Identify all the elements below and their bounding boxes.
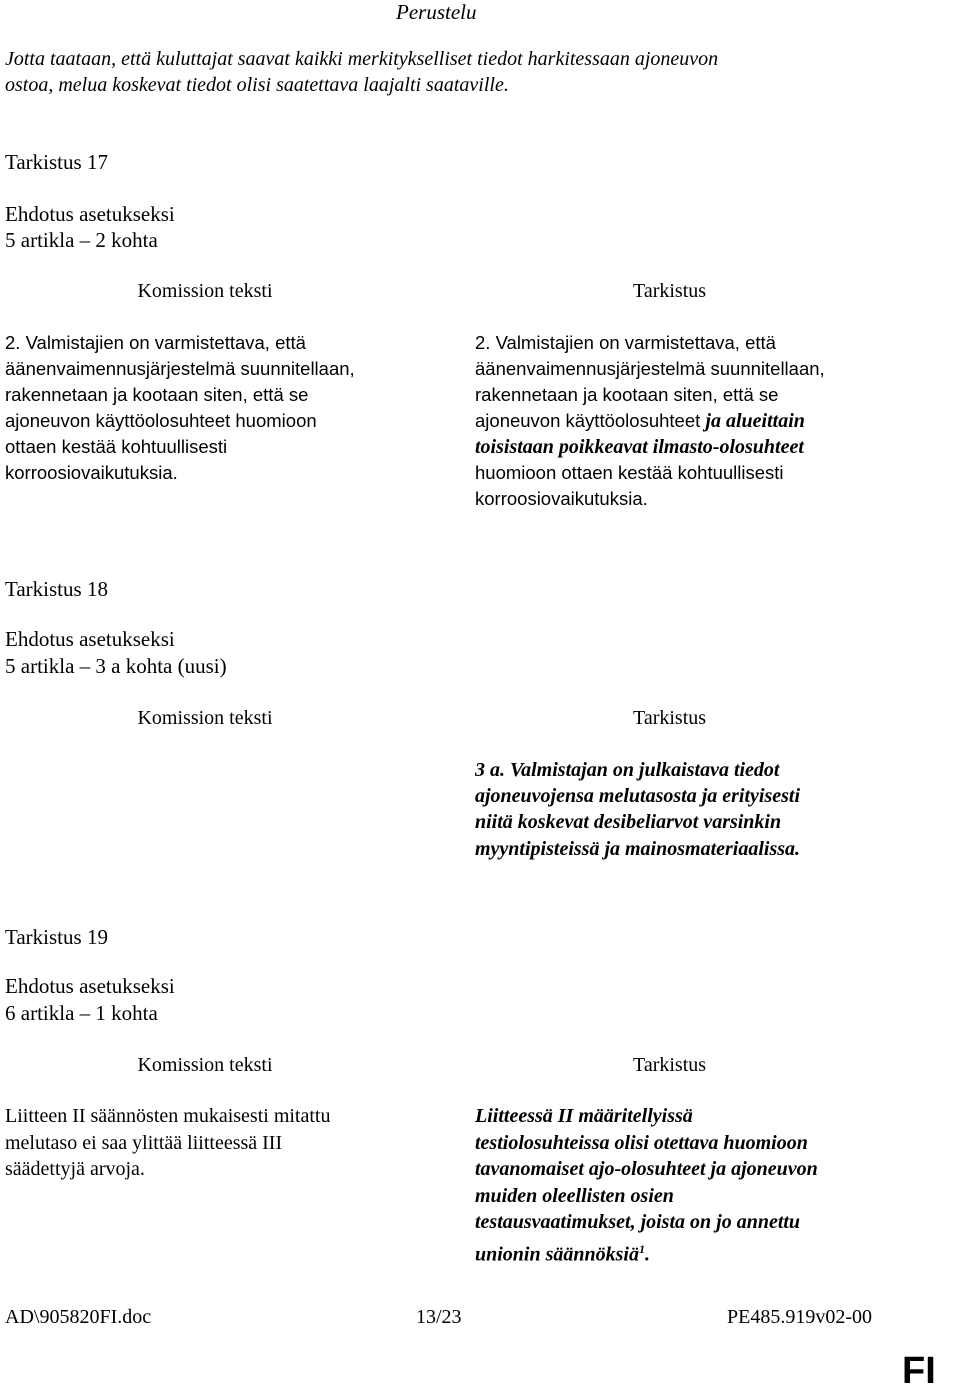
- commission-text-header: Komission teksti: [137, 707, 273, 729]
- footnote-reference[interactable]: 1: [638, 1242, 645, 1256]
- justification-line: ostoa, melua koskevat tiedot olisi saatettava laajalti saataville.: [5, 74, 509, 96]
- page-number: 13/23: [416, 1306, 462, 1328]
- text-line: 2. Valmistajien on varmistettava, että: [475, 332, 776, 353]
- commission-text-header: Komission teksti: [137, 280, 273, 302]
- text-line: korroosiovaikutuksia.: [475, 488, 648, 509]
- commission-text-header: Komission teksti: [137, 1054, 273, 1076]
- added-text: unionin säännöksiä: [475, 1243, 639, 1266]
- text-line: rakennetaan ja kootaan siten, että se: [5, 384, 309, 405]
- added-text: myyntipisteissä ja mainosmateriaalissa.: [475, 838, 801, 860]
- text-line: korroosiovaikutuksia.: [5, 462, 178, 483]
- amendment-title: Tarkistus 19: [5, 925, 108, 949]
- text-line: äänenvaimennusjärjestelmä suunnitellaan,: [475, 358, 825, 379]
- text-line: säädettyjä arvoja.: [5, 1158, 145, 1180]
- added-text: 3 a. Valmistajan on julkaistava tiedot: [475, 759, 780, 781]
- proposal-label: Ehdotus asetukseksi: [5, 202, 175, 226]
- article-reference: 5 artikla – 3 a kohta (uusi): [5, 654, 227, 678]
- text-line: rakennetaan ja kootaan siten, että se: [475, 384, 779, 405]
- text-line: 2. Valmistajien on varmistettava, että: [5, 332, 306, 353]
- language-code: FI: [902, 1350, 936, 1392]
- added-text-last-line: [475, 1236, 650, 1268]
- amendment-header: Tarkistus: [633, 707, 707, 729]
- article-reference: 6 artikla – 1 kohta: [5, 1001, 158, 1025]
- added-text: ja alueittain: [705, 410, 805, 432]
- added-text: niitä koskevat desibeliarvot varsinkin: [475, 811, 782, 833]
- article-reference: 5 artikla – 2 kohta: [5, 228, 158, 252]
- justification-line: Jotta taataan, että kuluttajat saavat kaikki merkitykselliset tiedot harkitessaan ajoneuvon: [5, 48, 719, 70]
- added-text: testausvaatimukset, joista on jo annettu: [475, 1211, 801, 1233]
- added-text: muiden oleellisten osien: [475, 1185, 674, 1207]
- text-line: [475, 408, 805, 434]
- pe-reference: PE485.919v02-00: [727, 1306, 872, 1328]
- added-text: Liitteessä II määritellyissä: [475, 1105, 693, 1127]
- added-text: toisistaan poikkeavat ilmasto-olosuhteet: [475, 436, 804, 458]
- amendment-header: Tarkistus: [633, 280, 707, 302]
- text-line: melutaso ei saa ylittää liitteessä III: [5, 1132, 283, 1154]
- text-line: Liitteen II säännösten mukaisesti mitattu: [5, 1105, 331, 1127]
- added-text: testiolosuhteissa olisi otettava huomioon: [475, 1132, 808, 1154]
- amendment-title: Tarkistus 18: [5, 577, 108, 601]
- document-reference: AD\905820FI.doc: [5, 1306, 152, 1328]
- text-line: ottaen kestää kohtuullisesti: [5, 436, 228, 457]
- justification-heading: Perustelu: [396, 0, 477, 24]
- text-line: äänenvaimennusjärjestelmä suunnitellaan,: [5, 358, 355, 379]
- added-text-period: .: [644, 1243, 650, 1266]
- plain-text: ajoneuvon käyttöolosuhteet: [475, 410, 706, 431]
- amendment-header: Tarkistus: [633, 1054, 707, 1076]
- text-line: huomioon ottaen kestää kohtuullisesti: [475, 462, 784, 483]
- added-text: ajoneuvojensa melutasosta ja erityisesti: [475, 785, 801, 807]
- amendment-title: Tarkistus 17: [5, 150, 108, 174]
- text-line: ajoneuvon käyttöolosuhteet huomioon: [5, 410, 317, 431]
- proposal-label: Ehdotus asetukseksi: [5, 974, 175, 998]
- added-text: tavanomaiset ajo-olosuhteet ja ajoneuvon: [475, 1158, 818, 1180]
- proposal-label: Ehdotus asetukseksi: [5, 627, 175, 651]
